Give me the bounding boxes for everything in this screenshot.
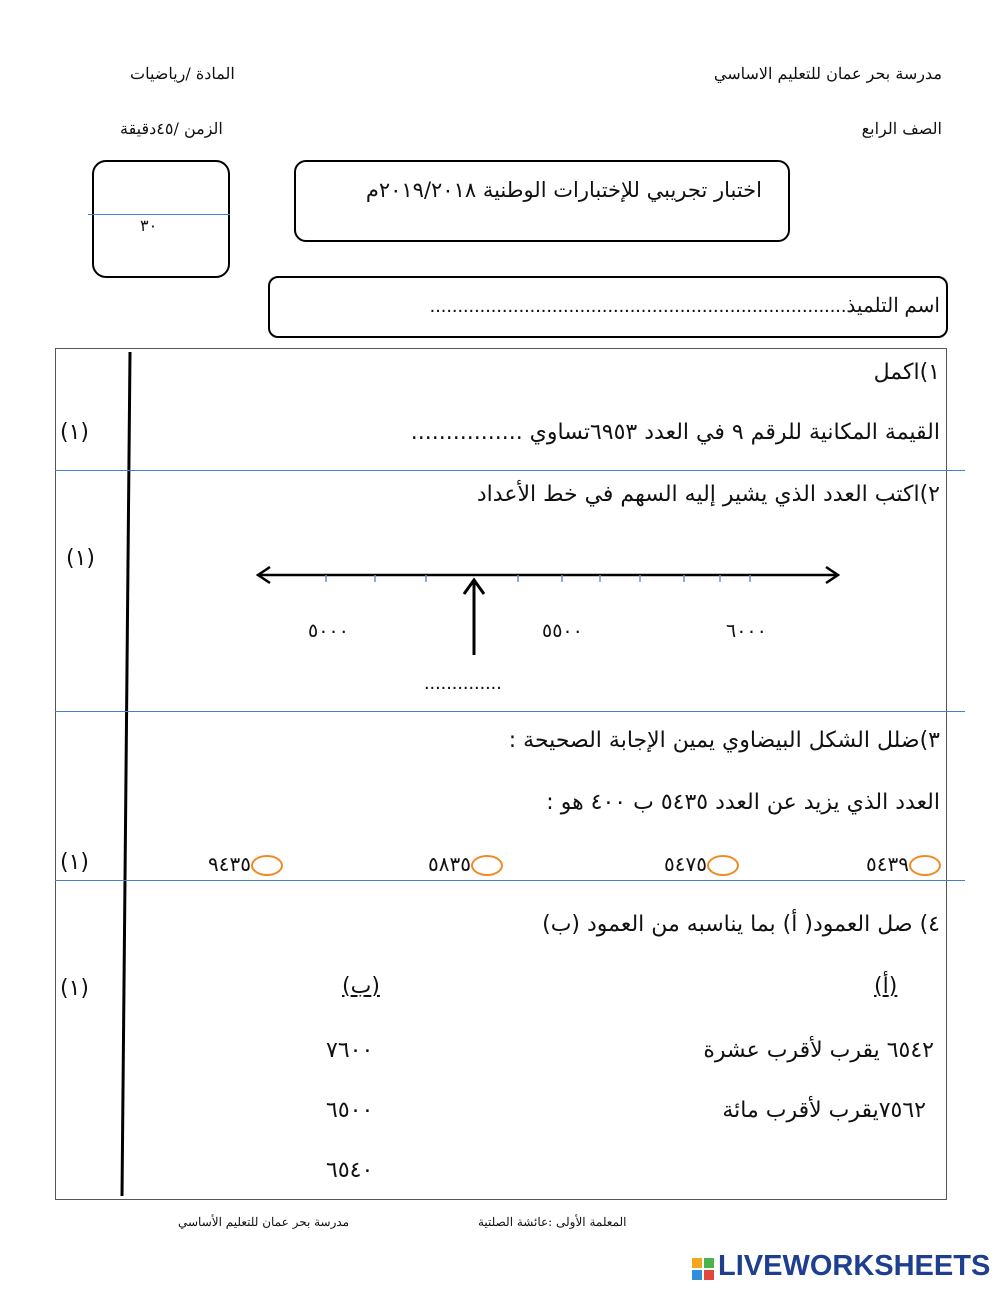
option-2[interactable] — [664, 852, 739, 876]
margin-line — [122, 352, 130, 1196]
oval-icon[interactable] — [707, 855, 739, 876]
subject-label: المادة /رياضيات — [130, 64, 235, 83]
q3-title: ٣)ضلل الشكل البيضاوي يمين الإجابة الصحيحة : — [508, 728, 940, 753]
divider-q3 — [55, 880, 965, 881]
column-b-item[interactable]: ٧٦٠٠ — [326, 1038, 374, 1063]
oval-icon[interactable] — [909, 855, 941, 876]
q4-title: ٤) صل العمود( أ) بما يناسبه من العمود (ب) — [542, 912, 940, 937]
column-a-item[interactable]: ٧٥٦٢يقرب لأقرب مائة — [722, 1098, 926, 1123]
option-label: ٩٤٣٥ — [208, 852, 251, 876]
option-label: ٥٤٧٥ — [664, 852, 707, 876]
option-label: ٥٨٣٥ — [428, 852, 471, 876]
number-line-label: ٦٠٠٠ — [726, 620, 767, 642]
q2-title: ٢)اكتب العدد الذي يشير إليه السهم في خط الأعداد — [476, 482, 940, 507]
option-4[interactable] — [208, 852, 283, 876]
brand-wordmark: LIVEWORKSHEETS — [718, 1250, 991, 1282]
test-title: اختبار تجريبي للإختبارات الوطنية ٢٠١٩/٢٠١٨م — [365, 178, 762, 202]
q4-mark: (١) — [60, 976, 90, 1001]
time-label: الزمن /٤٥دقيقة — [120, 119, 223, 138]
option-label: ٥٤٣٩ — [866, 852, 909, 876]
column-b-header: (ب) — [342, 974, 380, 999]
number-line — [250, 560, 850, 660]
q2-answer-field[interactable]: .............. — [424, 672, 502, 694]
q1-mark: (١) — [60, 420, 90, 445]
q1-title: ١)اكمل — [873, 360, 940, 385]
logo-icon — [692, 1258, 714, 1280]
q2-mark: (١) — [66, 546, 96, 571]
q3-mark: (١) — [60, 850, 90, 875]
oval-icon[interactable] — [471, 855, 503, 876]
q1-text: القيمة المكانية للرقم ٩ في العدد ٦٩٥٣تساوي ................ — [410, 420, 940, 445]
column-a-item[interactable]: ٦٥٤٢ يقرب لأقرب عشرة — [703, 1038, 934, 1063]
q3-text: العدد الذي يزيد عن العدد ٥٤٣٥ ب ٤٠٠ هو : — [546, 790, 940, 815]
option-3[interactable] — [428, 852, 503, 876]
column-b-item[interactable]: ٦٥٤٠ — [326, 1158, 374, 1183]
score-total: ٣٠ — [140, 216, 158, 235]
school-name: مدرسة بحر عمان للتعليم الاساسي — [713, 64, 942, 83]
grade-label: الصف الرابع — [861, 119, 942, 138]
column-a-header: (أ) — [874, 974, 898, 999]
divider-q2 — [55, 711, 965, 712]
footer-teacher: المعلمة الأولى :عائشة الصلتية — [478, 1215, 627, 1229]
number-line-label: ٥٠٠٠ — [308, 620, 349, 642]
oval-icon[interactable] — [251, 855, 283, 876]
footer-school: مدرسة بحر عمان للتعليم الأساسي — [178, 1215, 350, 1229]
divider-q1 — [55, 470, 965, 471]
number-line-label: ٥٥٠٠ — [542, 620, 583, 642]
option-1[interactable] — [866, 852, 941, 876]
column-b-item[interactable]: ٦٥٠٠ — [326, 1098, 374, 1123]
student-name-field[interactable]: اسم التلميذ........................................................................... — [429, 295, 940, 317]
